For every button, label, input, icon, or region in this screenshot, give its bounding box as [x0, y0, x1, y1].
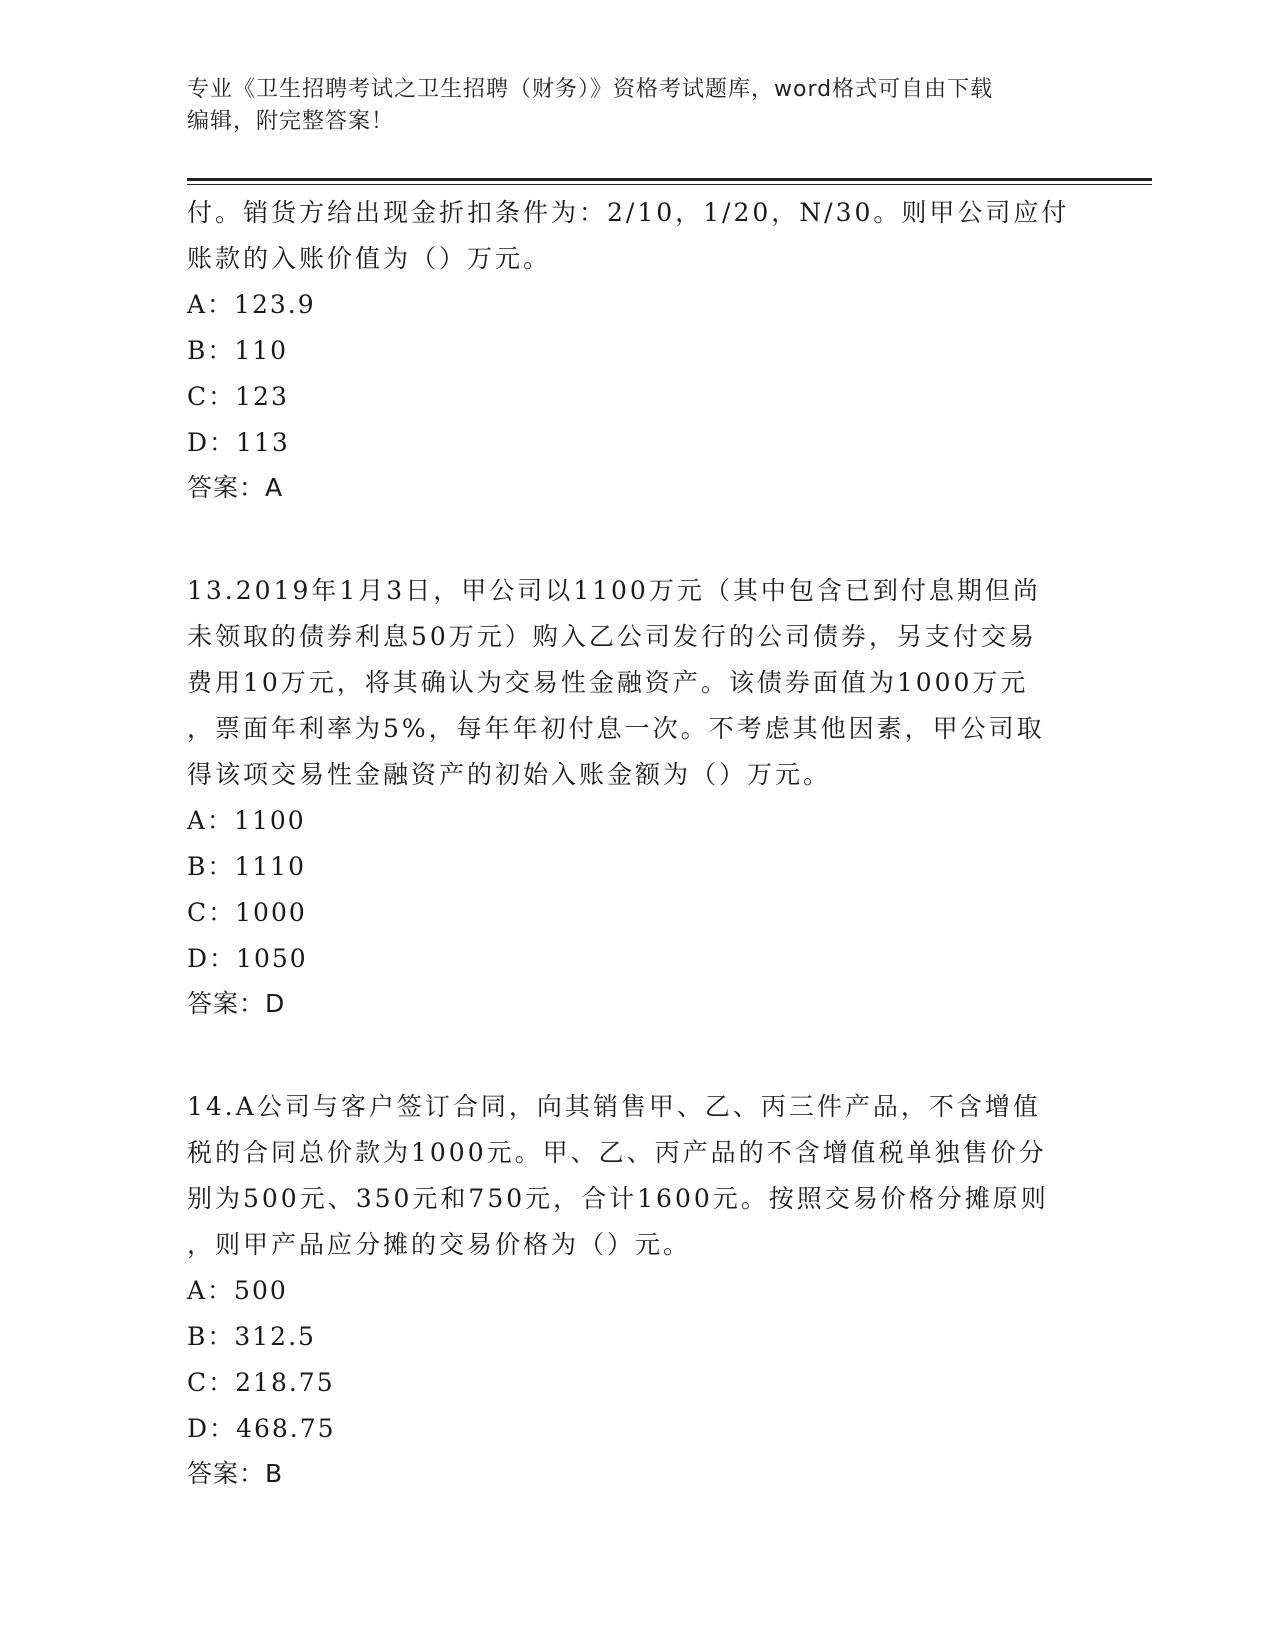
option-b: B：312.5 — [187, 1322, 316, 1351]
question-12 — [187, 190, 1077, 510]
header-line-2: 编辑，附完整答案！ — [187, 109, 395, 134]
stem-line: 14.A公司与客户签订合同，向其销售甲、乙、丙三件产品，不含增值 — [187, 1092, 1041, 1121]
option-b: B：1110 — [187, 852, 306, 881]
stem-line: 得该项交易性金融资产的初始入账金额为（）万元。 — [187, 760, 832, 789]
stem-line: 别为500元、350元和750元，合计1600元。按照交易价格分摊原则 — [187, 1184, 1049, 1213]
option-a: A：1100 — [187, 806, 306, 835]
stem-line: 费用10万元，将其确认为交易性金融资产。该债券面值为1000万元 — [187, 668, 1029, 697]
stem-line: 13.2019年1月3日，甲公司以1100万元（其中包含已到付息期但尚 — [187, 576, 1041, 605]
option-d: D：1050 — [187, 944, 308, 973]
header-divider-thick — [187, 178, 1152, 181]
option-c: C：218.75 — [187, 1368, 335, 1397]
question-list — [187, 190, 1077, 1496]
option-list — [187, 282, 1077, 466]
header-line-1: 专业《卫生招聘考试之卫生招聘（财务）》资格考试题库，word格式可自由下载 — [187, 77, 994, 102]
question-13 — [187, 568, 1077, 1026]
question-stem — [187, 568, 1077, 798]
option-list — [187, 1268, 1077, 1452]
option-b: B：110 — [187, 336, 289, 365]
option-c: C：123 — [187, 382, 289, 411]
option-list — [187, 798, 1077, 982]
stem-line: 税的合同总价款为1000元。甲、乙、丙产品的不含增值税单独售价分 — [187, 1138, 1047, 1167]
stem-line: 付。销货方给出现金折扣条件为：2/10，1/20，N/30。则甲公司应付 — [187, 198, 1070, 227]
document-header — [187, 74, 1077, 138]
option-d: D：468.75 — [187, 1414, 336, 1443]
question-stem — [187, 190, 1077, 282]
answer-label: 答案：A — [187, 473, 284, 502]
option-a: A：500 — [187, 1276, 288, 1305]
answer-label: 答案：D — [187, 989, 286, 1018]
option-a: A：123.9 — [187, 290, 316, 319]
question-14 — [187, 1084, 1077, 1496]
stem-line: ，票面年利率为5%，每年年初付息一次。不考虑其他因素，甲公司取 — [187, 714, 1045, 743]
answer-label: 答案：B — [187, 1459, 284, 1488]
stem-line: ，则甲产品应分摊的交易价格为（）元。 — [187, 1230, 692, 1259]
option-d: D：113 — [187, 428, 290, 457]
stem-line: 未领取的债券利息50万元）购入乙公司发行的公司债券，另支付交易 — [187, 622, 1037, 651]
header-divider-thin — [187, 184, 1152, 185]
stem-line: 账款的入账价值为（）万元。 — [187, 244, 552, 273]
option-c: C：1000 — [187, 898, 307, 927]
question-stem — [187, 1084, 1077, 1268]
